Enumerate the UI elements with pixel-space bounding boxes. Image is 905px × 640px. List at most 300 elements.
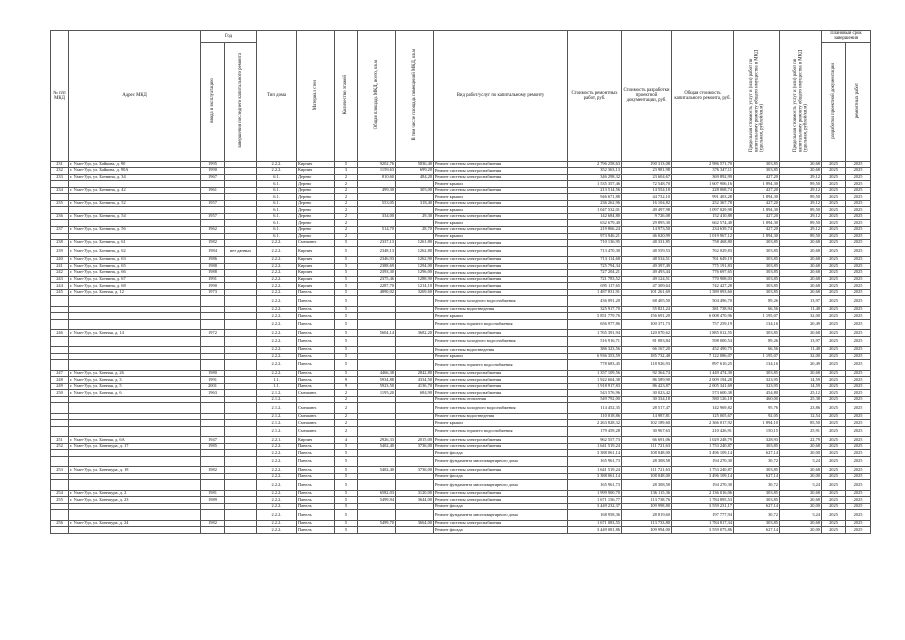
cell-year-reconstruction: нет данных — [225, 246, 257, 256]
document-sheet — [50, 30, 870, 534]
cell-floors: 5 — [335, 527, 358, 534]
cell-work-type: Ремонт фасада — [434, 450, 568, 457]
table-row — [51, 403, 871, 413]
cell-floors: 5 — [335, 510, 358, 520]
cell-limit-cost: 20,68 — [780, 443, 822, 450]
cell-work-type: Ремонт системы электроснабжения — [434, 330, 568, 337]
cell-work-type: Ремонт крыши — [434, 207, 568, 214]
cell-deadline-works: 2025 — [846, 336, 871, 346]
cell-walls: Смешанн. — [297, 240, 335, 247]
cell-address — [69, 510, 201, 520]
cell-cost-total: 1 097 029,98 — [672, 207, 734, 214]
cell-walls: Кирпич — [297, 161, 335, 168]
cell-num: 254 — [51, 490, 69, 497]
cell-year-built: 1985 — [201, 443, 225, 450]
cell-deadline-works: 2025 — [846, 330, 871, 337]
cell-year-built: 1982 — [201, 467, 225, 474]
cell-cost-total: 152 410,88 — [672, 213, 734, 220]
cell-cost-total: 504 496,70 — [672, 296, 734, 306]
cell-limit-cost: 11,40 — [780, 306, 822, 313]
cell-cost-design: 23 981,98 — [622, 168, 672, 175]
header-unit-cost: Предельная стоимость услуг и (или) работ по капитальному ремонту общего имущества в МКД (удельная, рублей/кв.м) — [734, 31, 780, 162]
cell-year-built: 1991 — [201, 276, 225, 283]
cell-cost-repair: 725 794,34 — [568, 263, 622, 270]
cell-year-built — [201, 360, 225, 370]
cell-cost-repair: 142 684,80 — [568, 213, 622, 220]
cell-deadline-design: 2025 — [822, 480, 846, 490]
cell-limit-cost: 20,68 — [780, 289, 822, 296]
cell-cost-design: 102 189,60 — [622, 420, 672, 427]
cell-floors: 2 — [335, 174, 358, 181]
cell-year-built: 1990 — [201, 283, 225, 290]
cell-limit-cost: 89,50 — [780, 220, 822, 227]
cell-work-type: Ремонт фундамента многоквартирного дома — [434, 456, 568, 466]
cell-area-living: 2842,80 — [396, 370, 434, 377]
cell-house-type: 1.1. — [257, 383, 297, 390]
cell-area-living: 1294,00 — [396, 263, 434, 270]
cell-cost-design: 47 309,64 — [622, 283, 672, 290]
cell-walls: Кирпич — [297, 283, 335, 290]
cell-floors: 5 — [335, 473, 358, 480]
cell-area-living: 3644,00 — [396, 497, 434, 504]
cell-cost-design: 101 261,69 — [622, 289, 672, 296]
cell-work-type: Ремонт системы электроснабжения — [434, 263, 568, 270]
cell-cost-repair: 695 117,65 — [568, 283, 622, 290]
cell-house-type: 2.1.2. — [257, 413, 297, 420]
cell-house-type: 2.2.2. — [257, 497, 297, 504]
cell-cost-total: 1 019 967,12 — [672, 233, 734, 240]
cell-cost-total: 376 347,11 — [672, 168, 734, 175]
cell-num — [51, 319, 69, 329]
cell-area-total: 2348,13 — [358, 246, 396, 256]
cell-cost-repair: 165 961,73 — [568, 480, 622, 490]
cell-house-type: 2.2.2. — [257, 257, 297, 264]
cell-house-type: 2.1.2. — [257, 420, 297, 427]
cell-cost-repair: 1 922 604,38 — [568, 377, 622, 384]
cell-floors: 5 — [335, 520, 358, 527]
cell-cost-total: 758 468,80 — [672, 240, 734, 247]
cell-cost-design: 30 967,63 — [622, 426, 672, 436]
header-deadline-works: ремонтных работ — [846, 42, 871, 161]
cell-year-built: 1990 — [201, 168, 225, 175]
cell-area-living: 29,30 — [396, 213, 434, 220]
cell-cost-repair: 165 961,73 — [568, 456, 622, 466]
cell-num: 256 — [51, 520, 69, 527]
cell-cost-total: 252 367,78 — [672, 200, 734, 207]
cell-year-built: 1967 — [201, 174, 225, 181]
cell-floors: 5 — [335, 296, 358, 306]
cell-year-built: 1991 — [201, 377, 225, 384]
cell-work-type: Ремонт крыши — [434, 233, 568, 240]
cell-area-total — [358, 456, 396, 466]
cell-floors: 5 — [335, 330, 358, 337]
cell-deadline-design: 2025 — [822, 220, 846, 227]
cell-unit-cost: 30,72 — [734, 456, 780, 466]
cell-cost-repair: 778 683,45 — [568, 360, 622, 370]
cell-address — [69, 527, 201, 534]
cell-deadline-design: 2025 — [822, 181, 846, 188]
cell-work-type: Ремонт системы горячего водоснабжения — [434, 426, 568, 436]
table-row — [51, 336, 871, 346]
cell-deadline-works: 2025 — [846, 263, 871, 270]
cell-num: 234 — [51, 187, 69, 194]
cell-walls: Панель — [297, 497, 335, 504]
cell-unit-cost: 303,85 — [734, 240, 780, 247]
cell-cost-total: 2 366 017,92 — [672, 420, 734, 427]
cell-house-type: 2.2.2. — [257, 510, 297, 520]
cell-limit-cost: 14,59 — [780, 377, 822, 384]
cell-deadline-design: 2025 — [822, 263, 846, 270]
cell-year-built: 1980 — [201, 370, 225, 377]
cell-deadline-design: 2025 — [822, 450, 846, 457]
cell-cost-total: 3 496 109,14 — [672, 450, 734, 457]
cell-cost-design: 113 738,76 — [622, 497, 672, 504]
cell-cost-design: 92 364,74 — [622, 370, 672, 377]
cell-unit-cost: 1 195,07 — [734, 353, 780, 360]
cell-cost-total: 210 426,91 — [672, 426, 734, 436]
cell-year-built: 1973 — [201, 289, 225, 296]
cell-address — [69, 456, 201, 466]
cell-walls: Панель — [297, 527, 335, 534]
cell-cost-repair: 3 388 061,14 — [568, 473, 622, 480]
repair-program-table — [50, 30, 871, 534]
cell-walls: Кирпич — [297, 437, 335, 444]
cell-num — [51, 527, 69, 534]
cell-walls: Панель — [297, 510, 335, 520]
cell-deadline-works: 2025 — [846, 347, 871, 354]
cell-area-total — [358, 336, 396, 346]
cell-unit-cost: 454,80 — [734, 390, 780, 397]
cell-work-type: Ремонт системы электроснабжения — [434, 497, 568, 504]
cell-num: 235 — [51, 200, 69, 207]
cell-num: 237 — [51, 227, 69, 234]
cell-cost-repair: 713 470,30 — [568, 246, 622, 256]
cell-year-built — [201, 319, 225, 329]
cell-area-total: 5934,88 — [358, 377, 396, 384]
cell-floors: 5 — [335, 313, 358, 320]
cell-cost-total: 762 029,83 — [672, 246, 734, 256]
cell-num: 253 — [51, 467, 69, 474]
cell-house-type: 2.2.2. — [257, 443, 297, 450]
cell-deadline-works: 2025 — [846, 240, 871, 247]
cell-floors: 2 — [335, 233, 358, 240]
cell-house-type: 6.1. — [257, 200, 297, 207]
cell-cost-repair: 114 452,35 — [568, 403, 622, 413]
cell-num: 248 — [51, 377, 69, 384]
cell-year-reconstruction — [225, 480, 257, 490]
cell-address — [69, 480, 201, 490]
cell-deadline-design: 2025 — [822, 426, 846, 436]
cell-area-living: 1261,80 — [396, 240, 434, 247]
cell-num: 241 — [51, 263, 69, 270]
cell-work-type: Ремонт крыши — [434, 313, 568, 320]
cell-unit-cost: 89,26 — [734, 296, 780, 306]
cell-cost-repair: 352 363,13 — [568, 168, 622, 175]
header-deadline-design: разработки проектной документации — [822, 42, 846, 161]
cell-deadline-design: 2025 — [822, 227, 846, 234]
cell-num: 232 — [51, 168, 69, 175]
cell-cost-total: 381 738,94 — [672, 306, 734, 313]
cell-unit-cost: 134,16 — [734, 360, 780, 370]
cell-address: г. Улан-Удэ, ул. Ботвина, д. 62 — [69, 246, 201, 256]
cell-year-built — [201, 510, 225, 520]
cell-unit-cost: 323,95 — [734, 377, 780, 384]
cell-cost-total: 1 753 240,87 — [672, 443, 734, 450]
cell-floors: 5 — [335, 336, 358, 346]
cell-floors: 5 — [335, 270, 358, 277]
cell-walls: Панель — [297, 306, 335, 313]
header-cost-total: Общая стоимость капитального ремонта, руб. — [672, 31, 734, 162]
cell-deadline-design: 2025 — [822, 194, 846, 201]
cell-floors: 2 — [335, 227, 358, 234]
cell-num — [51, 456, 69, 466]
cell-cost-design: 49 493,44 — [622, 270, 672, 277]
cell-year-built — [201, 480, 225, 490]
table-row — [51, 296, 871, 306]
header-num: № п/п МКД — [51, 31, 69, 162]
cell-year-built: 1963 — [201, 390, 225, 397]
cell-area-living: 4136,70 — [396, 383, 434, 390]
cell-work-type: Ремонт крыши — [434, 420, 568, 427]
cell-limit-cost: 29,12 — [780, 174, 822, 181]
cell-area-living: 1262,90 — [396, 257, 434, 264]
cell-address: г. Улан-Удэ, ул. Ботвина, д. 65 — [69, 263, 201, 270]
cell-limit-cost: 25,38 — [780, 396, 822, 403]
cell-cost-total: 770 908,03 — [672, 276, 734, 283]
cell-area-total: 514,70 — [358, 227, 396, 234]
cell-walls: Дерево — [297, 200, 335, 207]
cell-walls: Дерево — [297, 233, 335, 240]
cell-cost-total: 2 009 194,28 — [672, 377, 734, 384]
cell-cost-design: 113 733,80 — [622, 520, 672, 527]
cell-area-living: 1214,10 — [396, 283, 434, 290]
cell-cost-repair: 516 916,71 — [568, 336, 622, 346]
table-row — [51, 246, 871, 256]
cell-area-total: 5604,14 — [358, 330, 396, 337]
cell-house-type: 6.1. — [257, 213, 297, 220]
cell-cost-design: 81 083,84 — [622, 336, 672, 346]
cell-work-type: Ремонт системы электроснабжения — [434, 370, 568, 377]
cell-area-living: 28,70 — [396, 227, 434, 234]
cell-deadline-works: 2025 — [846, 490, 871, 497]
table-row — [51, 360, 871, 370]
cell-address: г. Улан-Удэ, ул. Ботвина, д. 67 — [69, 276, 201, 283]
cell-cost-total: 757 259,19 — [672, 319, 734, 329]
cell-deadline-design: 2025 — [822, 319, 846, 329]
cell-walls: Кирпич — [297, 168, 335, 175]
cell-cost-repair: 219 866,24 — [568, 227, 622, 234]
cell-floors: 5 — [335, 319, 358, 329]
cell-deadline-works: 2025 — [846, 503, 871, 510]
cell-deadline-works: 2025 — [846, 383, 871, 390]
cell-num: 238 — [51, 240, 69, 247]
table-row — [51, 510, 871, 520]
cell-num: 240 — [51, 257, 69, 264]
cell-house-type: 2.2.2. — [257, 467, 297, 474]
cell-walls: Панель — [297, 313, 335, 320]
cell-cost-total: 775 191,83 — [672, 263, 734, 270]
cell-cost-repair: 213 514,56 — [568, 187, 622, 194]
cell-deadline-works: 2025 — [846, 257, 871, 264]
cell-cost-design: 29 895,30 — [622, 220, 672, 227]
cell-deadline-works: 2025 — [846, 450, 871, 457]
cell-year-reconstruction — [225, 360, 257, 370]
cell-limit-cost: 20,00 — [780, 527, 822, 534]
cell-floors: 5 — [335, 360, 358, 370]
cell-unit-cost: 627,14 — [734, 527, 780, 534]
cell-cost-total: 369 892,99 — [672, 174, 734, 181]
cell-walls: Панель — [297, 336, 335, 346]
header-work-type: Вид работ/услуг по капитальному ремонту — [434, 31, 568, 162]
cell-limit-cost: 20,68 — [780, 161, 822, 168]
cell-unit-cost: 1 894,30 — [734, 207, 780, 214]
cell-area-total: 499,30 — [358, 187, 396, 194]
cell-area-total: 2375,46 — [358, 276, 396, 283]
cell-unit-cost: 427,20 — [734, 227, 780, 234]
cell-house-type: 2.2.2. — [257, 313, 297, 320]
cell-floors: 5 — [335, 503, 358, 510]
cell-walls: Панель — [297, 443, 335, 450]
cell-walls: Кирпич — [297, 270, 335, 277]
cell-num: 249 — [51, 383, 69, 390]
cell-cost-total: 598 000,54 — [672, 336, 734, 346]
cell-limit-cost: 14,59 — [780, 383, 822, 390]
cell-floors: 5 — [335, 263, 358, 270]
cell-house-type: 2.2.2. — [257, 520, 297, 527]
cell-cost-total: 1 607 906,16 — [672, 181, 734, 188]
cell-address: г. Улан-Удэ, ул. Боннпура, д. 24 — [69, 520, 201, 527]
cell-cost-total: 7 122 086,07 — [672, 353, 734, 360]
cell-deadline-works: 2025 — [846, 227, 871, 234]
cell-limit-cost: 20,68 — [780, 168, 822, 175]
cell-num: 252 — [51, 443, 69, 450]
cell-area-total — [358, 527, 396, 534]
cell-unit-cost: 303,85 — [734, 276, 780, 283]
cell-address — [69, 360, 201, 370]
cell-house-type: 2.2.2. — [257, 246, 297, 256]
cell-house-type: 2.2.2. — [257, 450, 297, 457]
cell-limit-cost: 29,12 — [780, 213, 822, 220]
cell-area-total: 5499,94 — [358, 497, 396, 504]
cell-unit-cost: 150,15 — [734, 426, 780, 436]
cell-cost-repair: 1 999 900,70 — [568, 490, 622, 497]
cell-limit-cost: 20,68 — [780, 330, 822, 337]
cell-floors: 2 — [335, 403, 358, 413]
cell-cost-design: 16 104,82 — [622, 200, 672, 207]
cell-cost-repair: 346 298,32 — [568, 174, 622, 181]
cell-house-type: 6.1. — [257, 181, 297, 188]
cell-deadline-design: 2025 — [822, 213, 846, 220]
cell-walls: Дерево — [297, 227, 335, 234]
cell-walls: Панель — [297, 490, 335, 497]
cell-deadline-works: 2025 — [846, 319, 871, 329]
cell-unit-cost: 303,85 — [734, 490, 780, 497]
cell-floors: 2 — [335, 220, 358, 227]
cell-unit-cost: 303,85 — [734, 270, 780, 277]
cell-unit-cost: 460,00 — [734, 396, 780, 403]
cell-cost-total: 573 600,38 — [672, 390, 734, 397]
cell-cost-total: 228 068,74 — [672, 187, 734, 194]
cell-house-type: 2.2.1. — [257, 437, 297, 444]
cell-cost-design: 156 691,20 — [622, 313, 672, 320]
cell-address: г. Улан-Удэ, ул. Ботвина, д. 63 — [69, 257, 201, 264]
cell-house-type: 6.1. — [257, 194, 297, 201]
cell-limit-cost: 25,12 — [780, 390, 822, 397]
cell-year-reconstruction — [225, 296, 257, 306]
cell-cost-total: 197 777,94 — [672, 510, 734, 520]
cell-floors: 5 — [335, 240, 358, 247]
cell-cost-total: 742 427,28 — [672, 283, 734, 290]
cell-floors: 5 — [335, 456, 358, 466]
header-year-built: ввода в эксплуатацию — [201, 42, 225, 161]
cell-work-type: Ремонт системы электроснабжения — [434, 289, 568, 296]
cell-cost-design: 48 559,53 — [622, 246, 672, 256]
cell-address: г. Улан-Удэ, ул. Ботвина, д. 42 — [69, 187, 201, 194]
cell-cost-repair: 1 641 519,24 — [568, 443, 622, 450]
cell-cost-repair: 727 204,21 — [568, 270, 622, 277]
header-area-living: В том числе площадь помещений МКД, кв.м — [396, 31, 434, 162]
cell-unit-cost: 303,85 — [734, 443, 780, 450]
cell-floors: 2 — [335, 420, 358, 427]
cell-work-type: Ремонт фасада — [434, 527, 568, 534]
cell-walls: Дерево — [297, 194, 335, 201]
cell-cost-design: 9 726,08 — [622, 213, 672, 220]
cell-walls: Дерево — [297, 207, 335, 214]
cell-walls: Смешанн. — [297, 426, 335, 436]
cell-house-type: 2.2.2. — [257, 283, 297, 290]
cell-deadline-design: 2025 — [822, 313, 846, 320]
cell-floors: 9 — [335, 377, 358, 384]
cell-deadline-works: 2025 — [846, 396, 871, 403]
cell-walls: Панель — [297, 370, 335, 377]
cell-limit-cost: 20,49 — [780, 319, 822, 329]
cell-cost-design: 28 517,47 — [622, 403, 672, 413]
cell-area-living: 1288,90 — [396, 276, 434, 283]
cell-cost-design: 30 023,42 — [622, 390, 672, 397]
cell-cost-repair: 2 263 828,32 — [568, 420, 622, 427]
cell-year-built: 1988 — [201, 263, 225, 270]
cell-num: 251 — [51, 437, 69, 444]
cell-deadline-design: 2025 — [822, 174, 846, 181]
cell-unit-cost: 303,85 — [734, 283, 780, 290]
cell-cost-design: 49 397,49 — [622, 263, 672, 270]
cell-deadline-design: 2025 — [822, 497, 846, 504]
cell-floors: 5 — [335, 467, 358, 474]
cell-area-living: 3682,20 — [396, 330, 434, 337]
cell-cost-total: 1 753 240,87 — [672, 467, 734, 474]
cell-walls: Кирпич — [297, 276, 335, 283]
table-row — [51, 480, 871, 490]
cell-work-type: Ремонт системы водоотведения — [434, 413, 568, 420]
header-limit-cost: Предельная стоимость услуг и (или) работ по капитальному ремонту общего имущества в МКД (удельная, рублей/кв.м) — [780, 31, 822, 162]
cell-unit-cost: 66,56 — [734, 347, 780, 354]
cell-unit-cost: 303,85 — [734, 289, 780, 296]
cell-cost-total: 3 559 231,17 — [672, 503, 734, 510]
cell-limit-cost: 13,97 — [780, 336, 822, 346]
cell-unit-cost: 30,72 — [734, 480, 780, 490]
cell-house-type: 6.1. — [257, 220, 297, 227]
cell-unit-cost: 427,20 — [734, 174, 780, 181]
cell-year-built: 1962 — [201, 227, 225, 234]
cell-floors: 5 — [335, 161, 358, 168]
cell-limit-cost: 5,24 — [780, 480, 822, 490]
cell-house-type: 2.2.2. — [257, 490, 297, 497]
cell-work-type: Ремонт системы электроснабжения — [434, 270, 568, 277]
cell-deadline-design: 2025 — [822, 306, 846, 313]
cell-deadline-works: 2025 — [846, 403, 871, 413]
cell-deadline-works: 2025 — [846, 360, 871, 370]
cell-cost-repair: 179 459,28 — [568, 426, 622, 436]
